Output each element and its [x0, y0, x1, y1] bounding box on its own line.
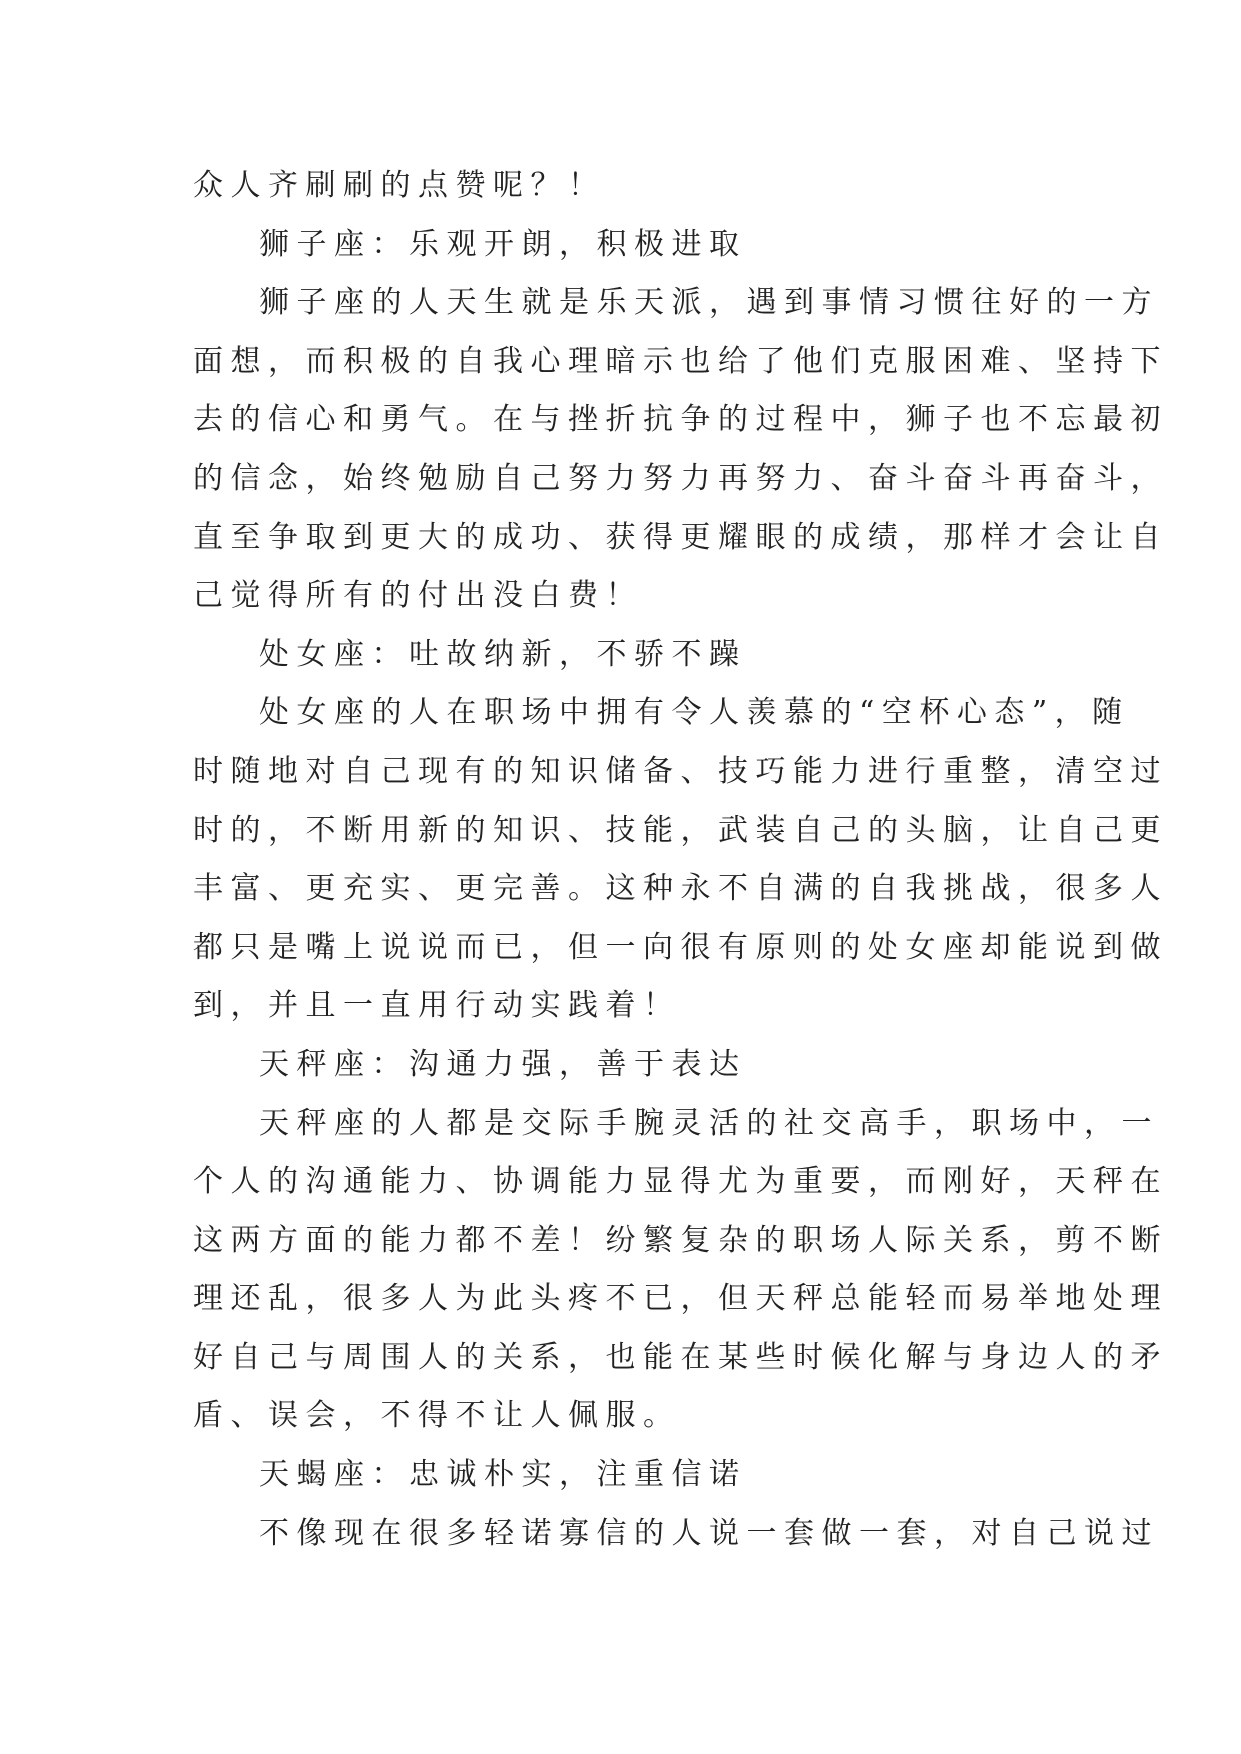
section-heading-virgo: 处女座：吐故纳新，不骄不躁 [259, 636, 747, 672]
paragraph-line: 时随地对自己现有的知识储备、技巧能力进行重整，清空过 [193, 753, 1168, 789]
document-body [193, 157, 1168, 1563]
paragraph-line: 这两方面的能力都不差！纷繁复杂的职场人际关系，剪不断 [193, 1222, 1168, 1258]
paragraph-line: 盾、误会，不得不让人佩服。 [193, 1398, 681, 1434]
paragraph-line: 个人的沟通能力、协调能力显得尤为重要，而刚好，天秤在 [193, 1164, 1168, 1200]
body-line: 众人齐刷刷的点赞呢？！ [193, 168, 606, 203]
paragraph-line: 到，并且一直用行动实践着！ [193, 988, 681, 1024]
paragraph-line: 时的，不断用新的知识、技能，武装自己的头脑，让自己更 [193, 812, 1168, 848]
paragraph-line: 好自己与周围人的关系，也能在某些时候化解与身边人的矛 [193, 1339, 1168, 1375]
paragraph-line: 的信念，始终勉励自己努力努力再努力、奋斗奋斗再奋斗， [193, 460, 1168, 496]
paragraph-line: 处女座的人在职场中拥有令人羡慕的“空杯心态”，随 [259, 695, 1130, 731]
paragraph-line: 都只是嘴上说说而已，但一向很有原则的处女座却能说到做 [193, 929, 1168, 965]
paragraph-line: 去的信心和勇气。在与挫折抗争的过程中，狮子也不忘最初 [193, 402, 1168, 438]
paragraph-line: 丰富、更充实、更完善。这种永不自满的自我挑战，很多人 [193, 871, 1168, 907]
paragraph-line: 不像现在很多轻诺寡信的人说一套做一套，对自己说过 [259, 1515, 1159, 1551]
section-heading-leo: 狮子座：乐观开朗，积极进取 [259, 226, 747, 262]
paragraph-line: 理还乱，很多人为此头疼不已，但天秤总能轻而易举地处理 [193, 1281, 1168, 1317]
paragraph-line: 天秤座的人都是交际手腕灵活的社交高手，职场中，一 [259, 1105, 1159, 1141]
section-heading-libra: 天秤座：沟通力强，善于表达 [259, 1046, 747, 1082]
paragraph-line: 己觉得所有的付出没白费！ [193, 578, 643, 614]
section-heading-scorpio: 天蝎座：忠诚朴实，注重信诺 [259, 1457, 747, 1493]
paragraph-line: 直至争取到更大的成功、获得更耀眼的成绩，那样才会让自 [193, 519, 1168, 555]
paragraph-line: 狮子座的人天生就是乐天派，遇到事情习惯往好的一方 [259, 285, 1159, 321]
paragraph-line: 面想，而积极的自我心理暗示也给了他们克服困难、坚持下 [193, 343, 1168, 379]
